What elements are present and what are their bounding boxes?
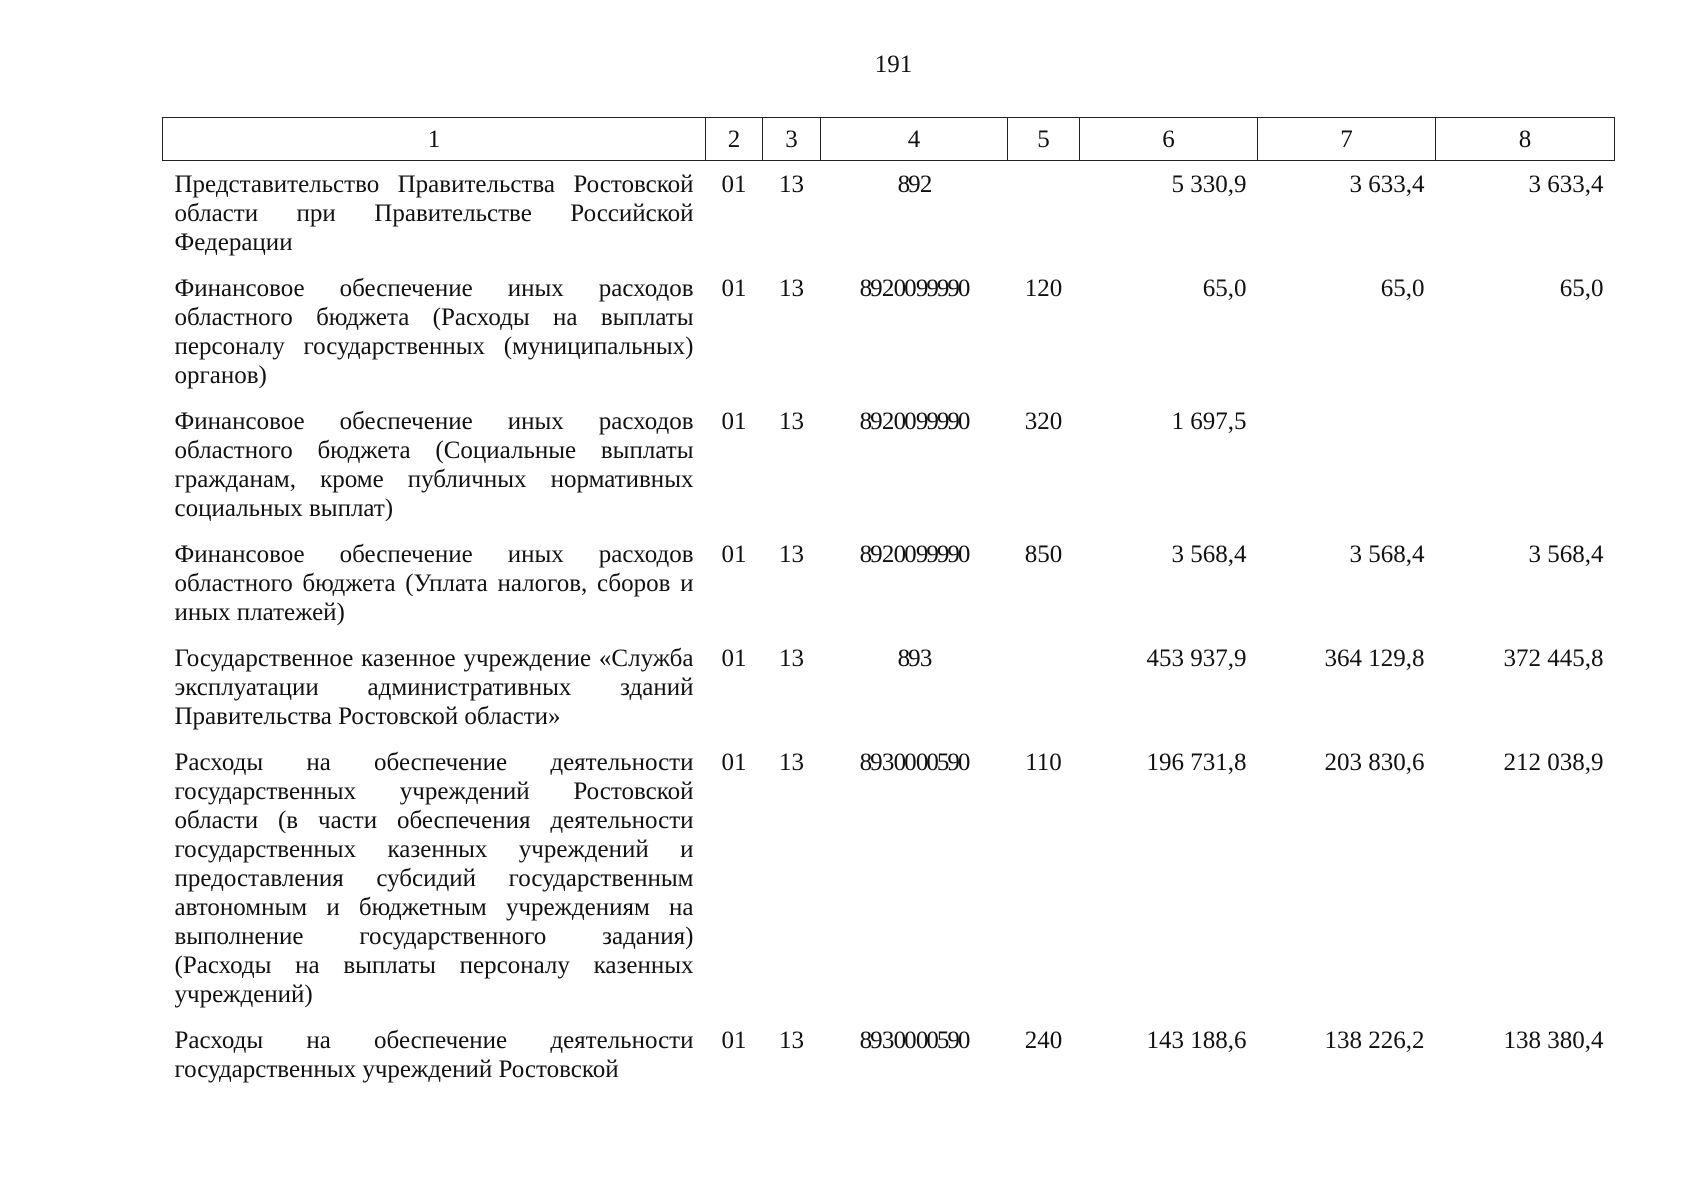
row-name: Расходы на обеспечение деятельности государственных учреждений Ростовской <box>174 1027 694 1083</box>
row-target-code: 89 2 00 99990 <box>859 275 969 302</box>
row-value-2: 3 633,4 <box>1349 171 1425 198</box>
row-name: Расходы на обеспечение деятельности государственных учреждений Ростовской области (в части обеспечения деятельности государственных казенных учреждений и предоставления субсидий государственным автономным и бюджетным учреждениям на выполнение государственного задания) (Расходы на выплаты персоналу казенных учреждений) <box>174 749 694 1008</box>
row-expense-type: 240 <box>1024 1027 1063 1054</box>
row-target-code: 89 2 00 99990 <box>859 541 969 568</box>
header-col-6: 6 <box>1080 118 1258 161</box>
row-value-1: 1 697,5 <box>1171 408 1247 435</box>
row-expense-type: 120 <box>1024 275 1063 302</box>
row-value-1: 196 731,8 <box>1146 749 1247 776</box>
page-number: 191 <box>874 51 913 78</box>
row-expense-type <box>1008 161 1080 266</box>
header-col-5: 5 <box>1008 118 1080 161</box>
row-value-2: 65,0 <box>1380 275 1425 302</box>
row-value-3: 372 445,8 <box>1503 645 1604 672</box>
row-podrazdel: 13 <box>779 275 804 302</box>
table-header <box>163 118 1615 161</box>
row-name: Государственное казенное учреждение «Служба эксплуатации административных зданий Правительства Ростовской области» <box>174 645 694 730</box>
row-podrazdel: 13 <box>779 541 804 568</box>
row-expense-type: 110 <box>1025 749 1062 776</box>
row-razdel: 01 <box>721 645 747 672</box>
row-value-3: 138 380,4 <box>1503 1027 1604 1054</box>
row-name: Финансовое обеспечение иных расходов областного бюджета (Социальные выплаты гражданам, кроме публичных нормативных социальных выплат) <box>174 408 694 522</box>
table-row <box>163 1017 1615 1092</box>
row-target-code: 89 3 00 00590 <box>859 749 969 776</box>
row-podrazdel: 13 <box>779 749 804 776</box>
row-value-3: 3 633,4 <box>1528 171 1604 198</box>
row-expense-type <box>1008 635 1080 739</box>
row-value-2: 203 830,6 <box>1324 749 1425 776</box>
row-podrazdel: 13 <box>779 171 804 198</box>
row-value-2: 3 568,4 <box>1349 541 1425 568</box>
row-value-2: 138 226,2 <box>1324 1027 1425 1054</box>
row-value-2 <box>1258 398 1436 531</box>
row-value-3 <box>1436 398 1615 531</box>
row-target-code: 89 3 <box>897 645 931 672</box>
row-name: Финансовое обеспечение иных расходов областного бюджета (Уплата налогов, сборов и иных платежей) <box>174 541 694 626</box>
header-col-8: 8 <box>1436 118 1615 161</box>
row-podrazdel: 13 <box>779 408 804 435</box>
table-row <box>163 531 1615 635</box>
header-col-7: 7 <box>1258 118 1436 161</box>
header-col-2: 2 <box>706 118 763 161</box>
row-podrazdel: 13 <box>779 645 804 672</box>
table-row <box>163 739 1615 1017</box>
row-name: Представительство Правительства Ростовской области при Правительстве Российской Федерации <box>174 171 694 256</box>
row-razdel: 01 <box>721 541 747 568</box>
row-value-1: 453 937,9 <box>1146 645 1247 672</box>
header-col-4: 4 <box>821 118 1008 161</box>
row-razdel: 01 <box>721 408 747 435</box>
row-value-1: 143 188,6 <box>1146 1027 1247 1054</box>
row-target-code: 89 2 <box>897 171 931 198</box>
row-razdel: 01 <box>721 1027 747 1054</box>
row-podrazdel: 13 <box>779 1027 804 1054</box>
header-col-1: 1 <box>163 118 706 161</box>
table-row <box>163 398 1615 531</box>
row-expense-type: 320 <box>1024 408 1063 435</box>
row-value-3: 65,0 <box>1559 275 1604 302</box>
row-target-code: 89 3 00 00590 <box>859 1027 969 1054</box>
row-value-1: 65,0 <box>1202 275 1247 302</box>
row-value-3: 3 568,4 <box>1528 541 1604 568</box>
row-target-code: 89 2 00 99990 <box>859 408 969 435</box>
row-expense-type: 850 <box>1024 541 1063 568</box>
header-row <box>163 118 1615 161</box>
row-value-2: 364 129,8 <box>1324 645 1425 672</box>
budget-table <box>162 117 1615 1092</box>
row-value-1: 3 568,4 <box>1171 541 1247 568</box>
table-body <box>163 161 1615 1093</box>
row-razdel: 01 <box>721 171 747 198</box>
table-row <box>163 635 1615 739</box>
row-razdel: 01 <box>721 275 747 302</box>
row-razdel: 01 <box>721 749 747 776</box>
row-value-1: 5 330,9 <box>1171 171 1247 198</box>
header-col-3: 3 <box>763 118 821 161</box>
table-row <box>163 265 1615 398</box>
table-row <box>163 161 1615 266</box>
row-value-3: 212 038,9 <box>1503 749 1604 776</box>
row-name: Финансовое обеспечение иных расходов областного бюджета (Расходы на выплаты персоналу государственных (муниципальных) органов) <box>174 275 694 389</box>
